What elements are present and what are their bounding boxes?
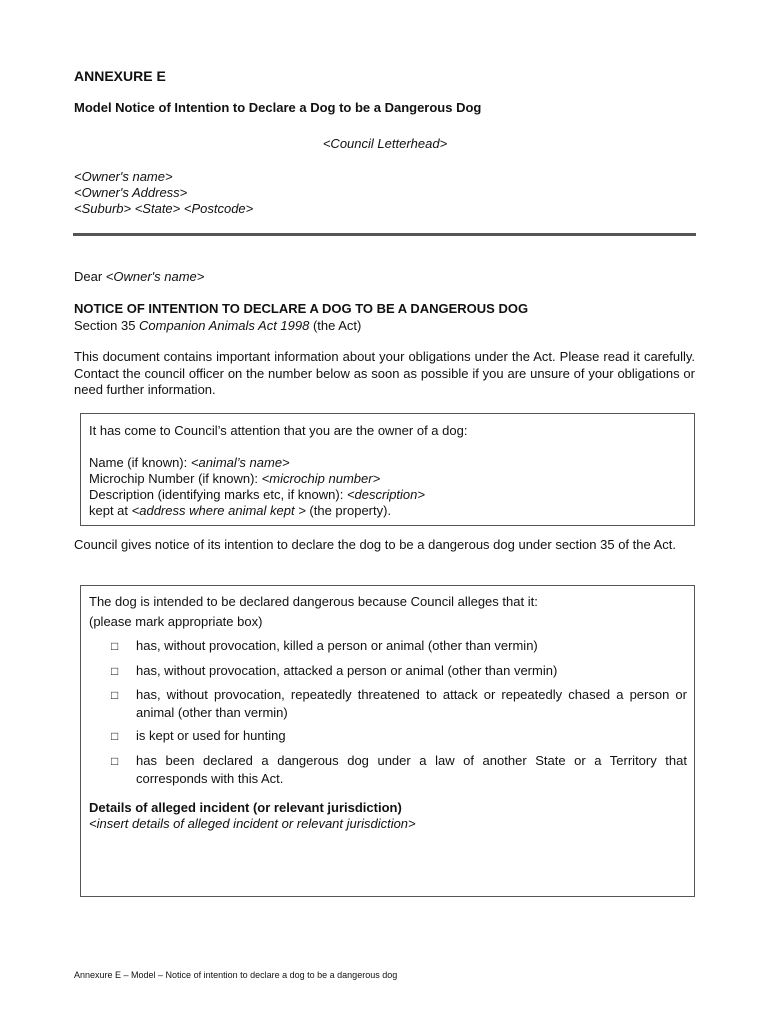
description-label: Description (identifying marks etc, if known): (89, 487, 347, 502)
microchip-line (89, 471, 380, 486)
owner-address-placeholder: <Owner's Address> (74, 185, 188, 200)
microchip-label: Microchip Number (if known): (89, 471, 262, 486)
salutation (74, 269, 204, 284)
intention-paragraph: Council gives notice of its intention to declare the dog to be a dangerous dog under section 35 of the Act. (74, 537, 677, 552)
description-placeholder: <description> (346, 487, 425, 502)
option-label: has, without provocation, repeatedly threatened to attack or repeatedly chased a person or animal (other than vermin) (136, 687, 687, 720)
checkbox-icon[interactable]: □ (111, 639, 119, 653)
dog-name-placeholder: <animal’s name> (190, 455, 290, 470)
kept-at-placeholder: <address where animal kept > (131, 503, 306, 518)
suburb-state-postcode-placeholder: <Suburb> <State> <Postcode> (74, 201, 254, 216)
microchip-placeholder: <microchip number> (261, 471, 381, 486)
option-label: has been declared a dangerous dog under a law of another State or a Territory that corresponds with this Act. (136, 753, 687, 786)
details-placeholder: <insert details of alleged incident or relevant jurisdiction> (89, 816, 416, 831)
allegation-box (80, 585, 695, 897)
kept-at-label: kept at (89, 503, 132, 518)
section-reference (74, 318, 361, 333)
checkbox-icon[interactable]: □ (111, 664, 119, 678)
checkbox-icon[interactable]: □ (111, 754, 119, 768)
allegation-instruction: (please mark appropriate box) (89, 614, 263, 629)
document-title: Model Notice of Intention to Declare a Dog to be a Dangerous Dog (74, 100, 482, 115)
kept-at-line (89, 503, 391, 518)
attention-statement: It has come to Council’s attention that you are the owner of a dog: (89, 423, 468, 438)
annexure-label: ANNEXURE E (74, 68, 166, 84)
allegation-intro: The dog is intended to be declared dangerous because Council alleges that it: (89, 594, 538, 609)
page-footer: Annexure E – Model – Notice of intention to declare a dog to be a dangerous dog (74, 970, 398, 980)
dog-details-box (80, 413, 695, 526)
dog-name-line (89, 455, 290, 470)
owner-name-placeholder: <Owner's name> (74, 169, 173, 184)
act-suffix: (the Act) (309, 318, 362, 333)
salutation-dear: Dear (74, 269, 106, 284)
kept-at-suffix: (the property). (305, 503, 392, 518)
horizontal-divider (73, 233, 696, 236)
option-label: has, without provocation, killed a person or animal (other than vermin) (136, 638, 538, 653)
intro-paragraph: This document contains important information about your obligations under the Act. Please read it carefully. Contact the council officer on the number below as soon as possible if you are unsure of your obligations or need further information. (74, 349, 695, 397)
checkbox-icon[interactable]: □ (111, 729, 119, 743)
details-heading: Details of alleged incident (or relevant jurisdiction) (89, 800, 402, 815)
salutation-owner-placeholder: <Owner's name> (105, 269, 205, 284)
act-name: Companion Animals Act 1998 (139, 318, 310, 333)
council-letterhead-placeholder: <Council Letterhead> (322, 136, 448, 151)
details-field[interactable] (89, 816, 416, 831)
option-label: has, without provocation, attacked a person or animal (other than vermin) (136, 663, 558, 678)
dog-name-label: Name (if known): (89, 455, 191, 470)
section-prefix: Section 35 (74, 318, 140, 333)
description-line (89, 487, 425, 502)
checkbox-icon[interactable]: □ (111, 688, 119, 702)
option-label: is kept or used for hunting (136, 728, 286, 743)
notice-heading: NOTICE OF INTENTION TO DECLARE A DOG TO BE A DANGEROUS DOG (74, 301, 529, 316)
